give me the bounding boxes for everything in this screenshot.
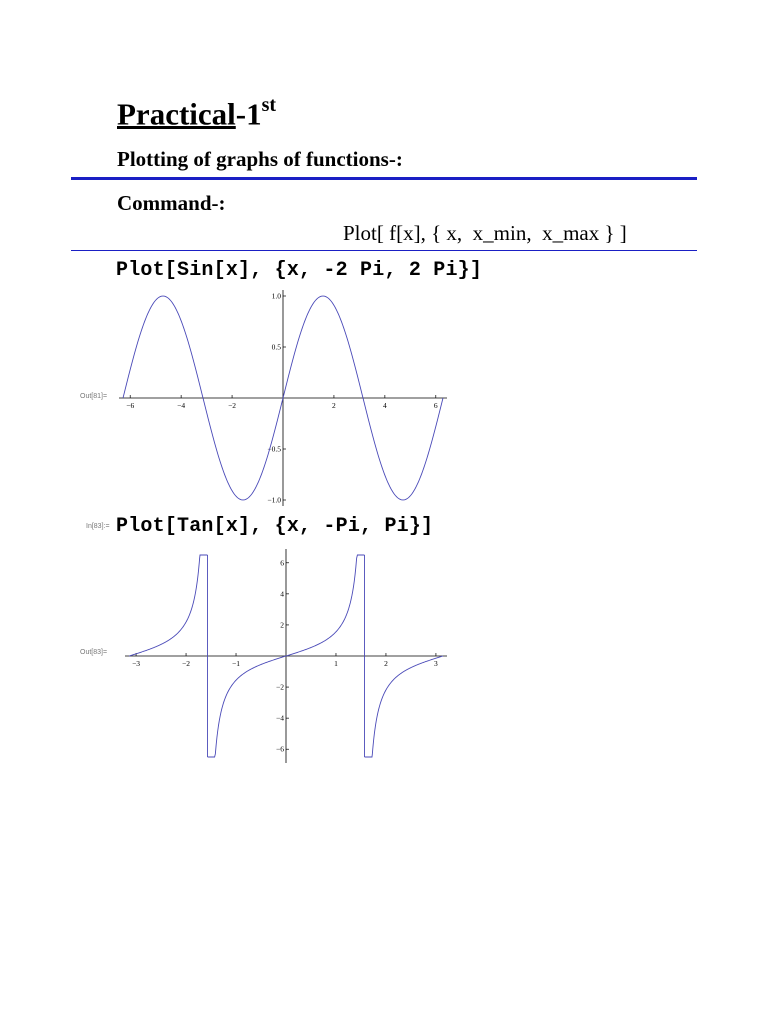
title-suffix: -1	[235, 96, 262, 132]
output-tag-tan: Out[83]=	[80, 649, 108, 656]
page-title	[117, 96, 276, 132]
y-tick-label: −6	[276, 744, 284, 754]
page-subtitle: Plotting of graphs of functions-:	[117, 147, 403, 171]
x-tick-label: 1	[334, 659, 338, 668]
x-tick-label: 2	[384, 659, 388, 668]
y-tick-label: 0.5	[271, 342, 281, 352]
y-tick-label: 1.0	[271, 291, 281, 301]
input-tag-tan: In[83]:=	[86, 523, 110, 530]
y-tick-label: −1.0	[267, 495, 281, 505]
sin-plot	[113, 288, 459, 508]
x-tick-label: −2	[182, 659, 191, 668]
x-tick-label: 4	[382, 401, 387, 410]
x-tick-label: 6	[433, 401, 438, 410]
command-syntax: Plot[ f[x], { x, x_min, x_max } ]	[343, 221, 627, 245]
command-label: Command-:	[117, 191, 226, 215]
tan-curve-branch	[365, 656, 443, 757]
section-divider	[71, 177, 697, 180]
x-tick-label: 3	[434, 659, 438, 668]
cell-divider	[71, 250, 697, 251]
x-tick-label: 2	[332, 401, 336, 410]
y-tick-label: 2	[280, 620, 284, 630]
output-tag-sin: Out[81]=	[80, 393, 108, 400]
tan-curve-branch	[129, 555, 207, 656]
y-tick-label: −4	[276, 713, 284, 723]
x-tick-label: −4	[177, 401, 186, 410]
y-tick-label: 4	[280, 589, 284, 599]
y-tick-label: −0.5	[267, 444, 281, 454]
tan-plot	[113, 545, 459, 763]
x-tick-label: −2	[228, 401, 237, 410]
y-tick-label: −2	[276, 682, 284, 692]
x-tick-label: −1	[232, 659, 241, 668]
title-main: Practical	[117, 96, 236, 132]
y-tick-label: 6	[280, 558, 284, 568]
title-superscript: st	[261, 94, 277, 116]
input-cell-sin[interactable]: Plot[Sin[x], {x, -2 Pi, 2 Pi}]	[116, 259, 483, 282]
input-cell-tan[interactable]: Plot[Tan[x], {x, -Pi, Pi}]	[116, 515, 434, 538]
x-tick-label: −3	[132, 659, 141, 668]
x-tick-label: −6	[126, 401, 135, 410]
